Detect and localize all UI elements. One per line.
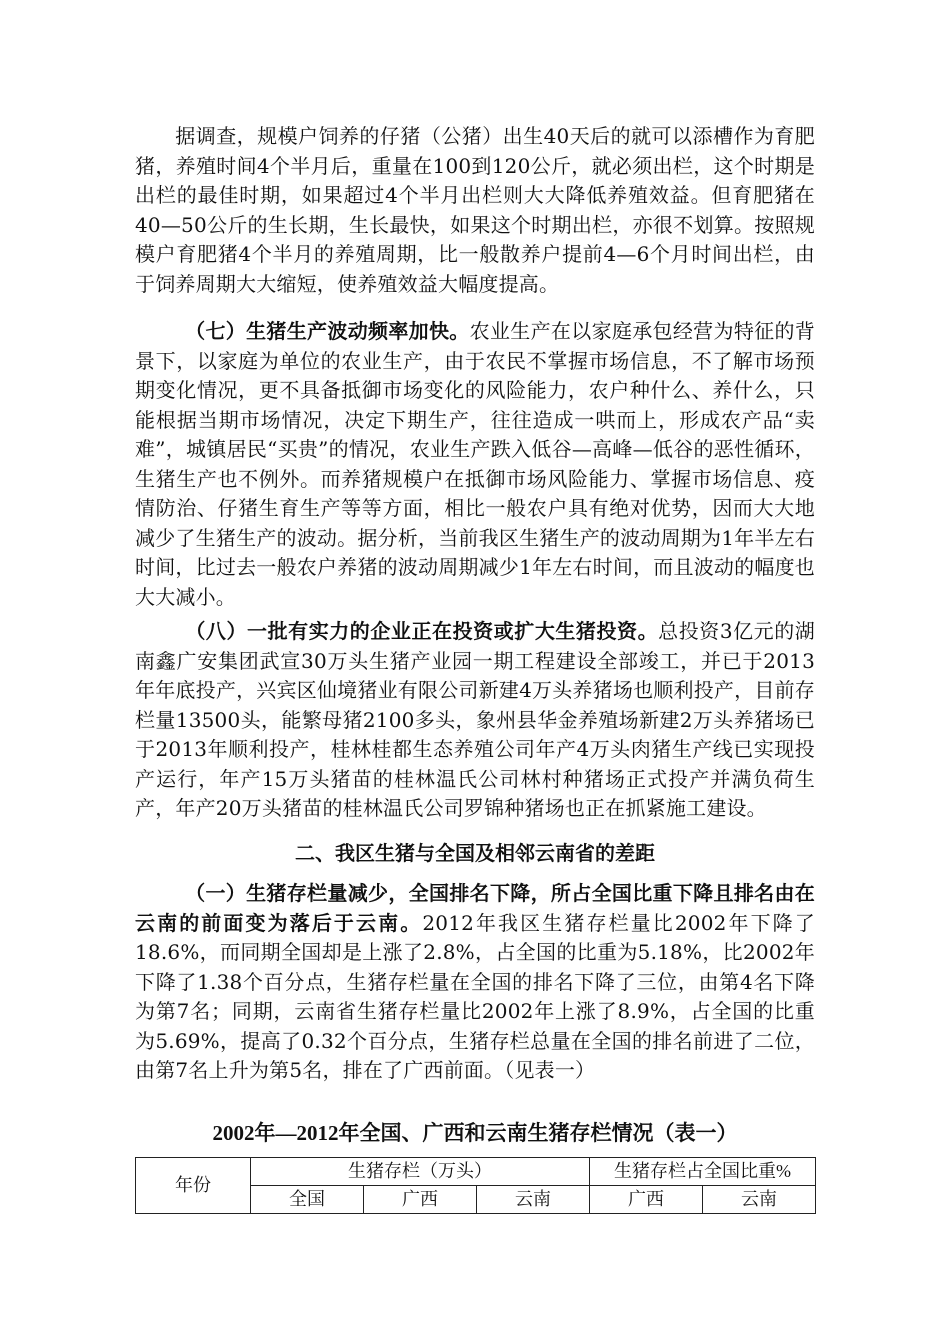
gap-section-1-heading: （一）生猪存栏量减少，全国排名下降，所占全国比重下降且排名由在云南的前面变为落后于云南。 [135,881,815,935]
table-header-row [136,1158,816,1186]
paragraph-section-7 [135,317,815,612]
header-stock-group: 生猪存栏（万头） [251,1158,590,1186]
header-share-group: 生猪存栏占全国比重% [590,1158,816,1186]
subheader-share-yunnan: 云南 [703,1186,816,1214]
paragraph-text: 2012年我区生猪存栏量比2002年下降了18.6%，而同期全国却是上涨了2.8%，占全国的比重为5.18%，比2002年下降了1.38个百分点，生猪存栏量在全国的排名下降了三位，由第4名下降为第7名；同期，云南省生猪存栏量比2002年上涨了8.9%，占全国的比重为5.69%，提高了0.32个百分点，生猪存栏总量在全国的排名前进了二位，由第7名上升为第5名，排在了广西前面。（见表一） [135,910,815,1082]
paragraph-scale-farm-cycle [135,122,815,299]
table-container [135,1157,816,1214]
paragraph-text: 总投资3亿元的湖南鑫广安集团武宣30万头生猪产业园一期工程建设全部竣工，并已于2013年年底投产，兴宾区仙境猪业有限公司新建4万头养猪场也顺利投产，目前存栏量13500头，能繁母猪2100多头，象州县华金养殖场新建2万头养猪场已于2013年顺利投产，桂林桂都生态养殖公司年产4万头肉猪生产线已实现投产运行，年产15万头猪苗的桂林温氏公司林村种猪场正式投产并满负荷生产，年产20万头猪苗的桂林温氏公司罗锦种猪场也正在抓紧施工建设。 [135,619,815,820]
paragraph-section-8 [135,617,815,824]
subheader-national: 全国 [251,1186,364,1214]
chapter-heading: 二、我区生猪与全国及相邻云南省的差距 [295,841,655,865]
header-year: 年份 [136,1158,251,1214]
table-title: 2002年—2012年全国、广西和云南生猪存栏情况（表一） [212,1121,738,1145]
paragraph-gap-section-1 [135,879,815,1086]
subheader-yunnan: 云南 [477,1186,590,1214]
subheader-share-guangxi: 广西 [590,1186,703,1214]
section-7-heading: （七）生猪生产波动频率加快。 [185,319,470,343]
paragraph-text: 据调查，规模户饲养的仔猪（公猪）出生40天后的就可以添槽作为育肥猪，养殖时间4个半月后，重量在100到120公斤，就必须出栏，这个时期是出栏的最佳时期，如果超过4个半月出栏则大大降低养殖效益。但育肥猪在40—50公斤的生长期，生长最快，如果这个时期出栏，亦很不划算。按照规模户育肥猪4个半月的养殖周期，比一般散养户提前4—6个月时间出栏，由于饲养周期大大缩短，使养殖效益大幅度提高。 [135,124,815,296]
subheader-guangxi: 广西 [364,1186,477,1214]
section-8-heading: （八）一批有实力的企业正在投资或扩大生猪投资。 [185,619,659,643]
paragraph-text: 农业生产在以家庭承包经营为特征的背景下，以家庭为单位的农业生产，由于农民不掌握市场信息，不了解市场预期变化情况，更不具备抵御市场变化的风险能力，农户种什么、养什么，只能根据当期市场情况，决定下期生产，往往造成一哄而上，形成农产品“卖难”，城镇居民“买贵”的情况，农业生产跌入低谷—高峰—低谷的恶性循环，生猪生产也不例外。而养猪规模户在抵御市场风险能力、掌握市场信息、疫情防治、仔猪生育生产等等方面，相比一般农户具有绝对优势，因而大大地减少了生猪生产的波动。据分析，当前我区生猪生产的波动周期为1年半左右时间，比过去一般农户养猪的波动周期减少1年左右时间，而且波动的幅度也大大减小。 [135,319,815,609]
hog-stock-table [135,1157,816,1214]
